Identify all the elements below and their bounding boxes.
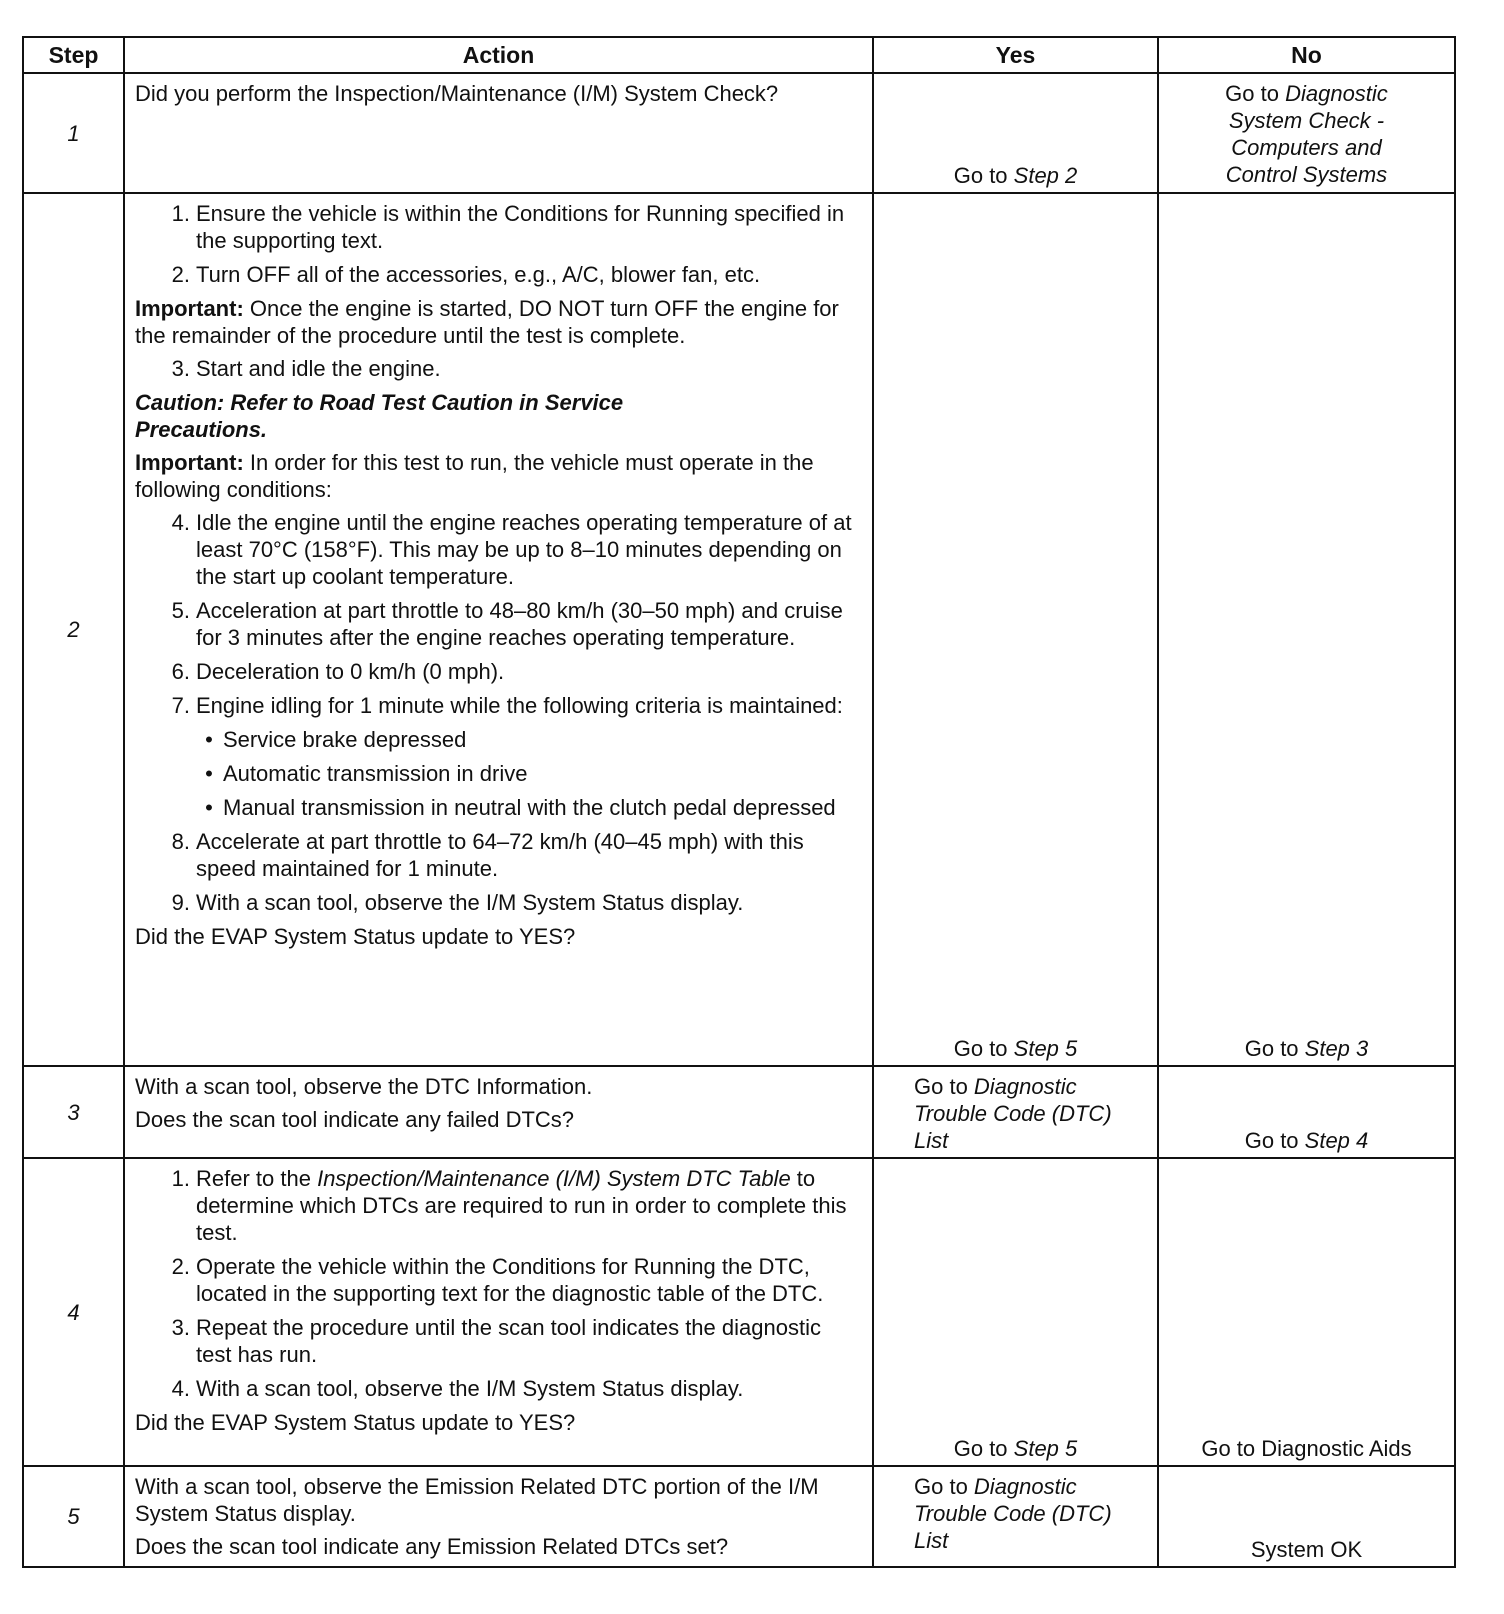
no-cell: [1158, 1466, 1455, 1567]
list-item: 1. Ensure the vehicle is within the Conditions for Running specified in the supporting text.: [171, 201, 845, 253]
caution-note: Caution: Refer to Road Test Caution in Service Precautions.: [135, 390, 624, 442]
yes-result[interactable]: Go to Step 5: [953, 1036, 1078, 1061]
step-list: [135, 509, 862, 719]
action-cell: [124, 73, 873, 193]
important-note: Important: In order for this test to run, the vehicle must operate in the following conditions:: [135, 450, 814, 502]
action-cell: [124, 1466, 873, 1567]
yes-cell: [873, 1158, 1158, 1466]
table-row: [23, 1066, 1455, 1158]
step-list: [135, 1253, 862, 1402]
no-result[interactable]: Go to Diagnostic System Check - Computers and Control Systems: [1225, 81, 1388, 187]
yes-result[interactable]: Go to Diagnostic Trouble Code (DTC) List: [914, 1074, 1112, 1153]
header-step: Step: [23, 37, 124, 73]
list-item: 8. Accelerate at part throttle to 64–72 km/h (40–45 mph) with this speed maintained for 1 minute.: [171, 829, 804, 881]
instruction: With a scan tool, observe the DTC Information.: [135, 1074, 593, 1099]
header-row: [23, 37, 1455, 73]
header-no: No: [1158, 37, 1455, 73]
header-yes: Yes: [873, 37, 1158, 73]
yes-cell: [873, 73, 1158, 193]
step-number: 2: [23, 193, 124, 1066]
question: Does the scan tool indicate any failed DTCs?: [135, 1107, 575, 1132]
bullet-icon: •: [205, 795, 213, 820]
no-cell: [1158, 73, 1455, 193]
step-list: [135, 200, 862, 288]
bullet-icon: •: [205, 761, 213, 786]
step-number: 5: [23, 1466, 124, 1567]
no-cell: [1158, 193, 1455, 1066]
list-item: 4. Idle the engine until the engine reaches operating temperature of at least 70°C (158°F). This may be up to 8–10 minutes depending on the start up coolant temperature.: [171, 510, 852, 589]
table-row: [23, 1466, 1455, 1567]
question: Did you perform the Inspection/Maintenance (I/M) System Check?: [135, 81, 779, 106]
list-item: 3. Repeat the procedure until the scan tool indicates the diagnostic test has run.: [171, 1315, 821, 1367]
no-result[interactable]: Go to Diagnostic Aids: [1201, 1436, 1412, 1461]
table-row: [23, 1158, 1455, 1466]
list-item: 6. Deceleration to 0 km/h (0 mph).: [171, 659, 505, 684]
header-action: Action: [124, 37, 873, 73]
step-number: 1: [23, 73, 124, 193]
bullet-list: [135, 726, 862, 821]
question: Did the EVAP System Status update to YES?: [135, 1410, 576, 1435]
table-reference-link[interactable]: Inspection/Maintenance (I/M) System DTC Table: [317, 1166, 791, 1191]
bullet-icon: •: [205, 727, 213, 752]
bullet-item: • Automatic transmission in drive: [195, 760, 862, 787]
instruction: With a scan tool, observe the Emission Related DTC portion of the I/M System Status display.: [135, 1474, 819, 1526]
no-result[interactable]: System OK: [1250, 1537, 1363, 1562]
action-cell: [124, 1066, 873, 1158]
table-row: [23, 193, 1455, 1066]
list-item: 1. Refer to the Inspection/Maintenance (I/M) System DTC Table to determine which DTCs are required to run in order to complete this test.: [171, 1166, 847, 1245]
bullet-item: • Manual transmission in neutral with the clutch pedal depressed: [195, 794, 862, 821]
yes-cell: [873, 193, 1158, 1066]
no-result[interactable]: Go to Step 4: [1244, 1128, 1369, 1153]
yes-cell: [873, 1466, 1158, 1567]
step-list: [135, 828, 862, 916]
diagnostic-table: [22, 36, 1456, 1568]
list-item: 7. Engine idling for 1 minute while the following criteria is maintained:: [171, 693, 843, 718]
list-item: 4. With a scan tool, observe the I/M System Status display.: [171, 1376, 744, 1401]
list-item: 5. Acceleration at part throttle to 48–80 km/h (30–50 mph) and cruise for 3 minutes after the engine reaches operating temperature.: [171, 598, 843, 650]
step-list: [135, 1165, 862, 1246]
step-list: [135, 355, 862, 382]
step-number: 3: [23, 1066, 124, 1158]
yes-cell: [873, 1066, 1158, 1158]
action-cell: [124, 1158, 873, 1466]
no-cell: [1158, 1066, 1455, 1158]
yes-result[interactable]: Go to Step 5: [953, 1436, 1078, 1461]
action-cell: [124, 193, 873, 1066]
step-number: 4: [23, 1158, 124, 1466]
no-cell: [1158, 1158, 1455, 1466]
important-note: Important: Once the engine is started, DO NOT turn OFF the engine for the remainder of the procedure until the test is complete.: [135, 296, 839, 348]
question: Does the scan tool indicate any Emission Related DTCs set?: [135, 1534, 729, 1559]
no-result[interactable]: Go to Step 3: [1244, 1036, 1369, 1061]
list-item: 2. Operate the vehicle within the Conditions for Running the DTC, located in the supporting text for the diagnostic table of the DTC.: [171, 1254, 824, 1306]
yes-result[interactable]: Go to Diagnostic Trouble Code (DTC) List: [914, 1474, 1112, 1553]
list-item: 3. Start and idle the engine.: [171, 356, 441, 381]
list-item: 9. With a scan tool, observe the I/M System Status display.: [171, 890, 744, 915]
list-item: 2. Turn OFF all of the accessories, e.g., A/C, blower fan, etc.: [171, 262, 761, 287]
bullet-item: • Service brake depressed: [195, 726, 862, 753]
question: Did the EVAP System Status update to YES?: [135, 924, 576, 949]
table-row: [23, 73, 1455, 193]
yes-result[interactable]: Go to Step 2: [953, 163, 1078, 188]
